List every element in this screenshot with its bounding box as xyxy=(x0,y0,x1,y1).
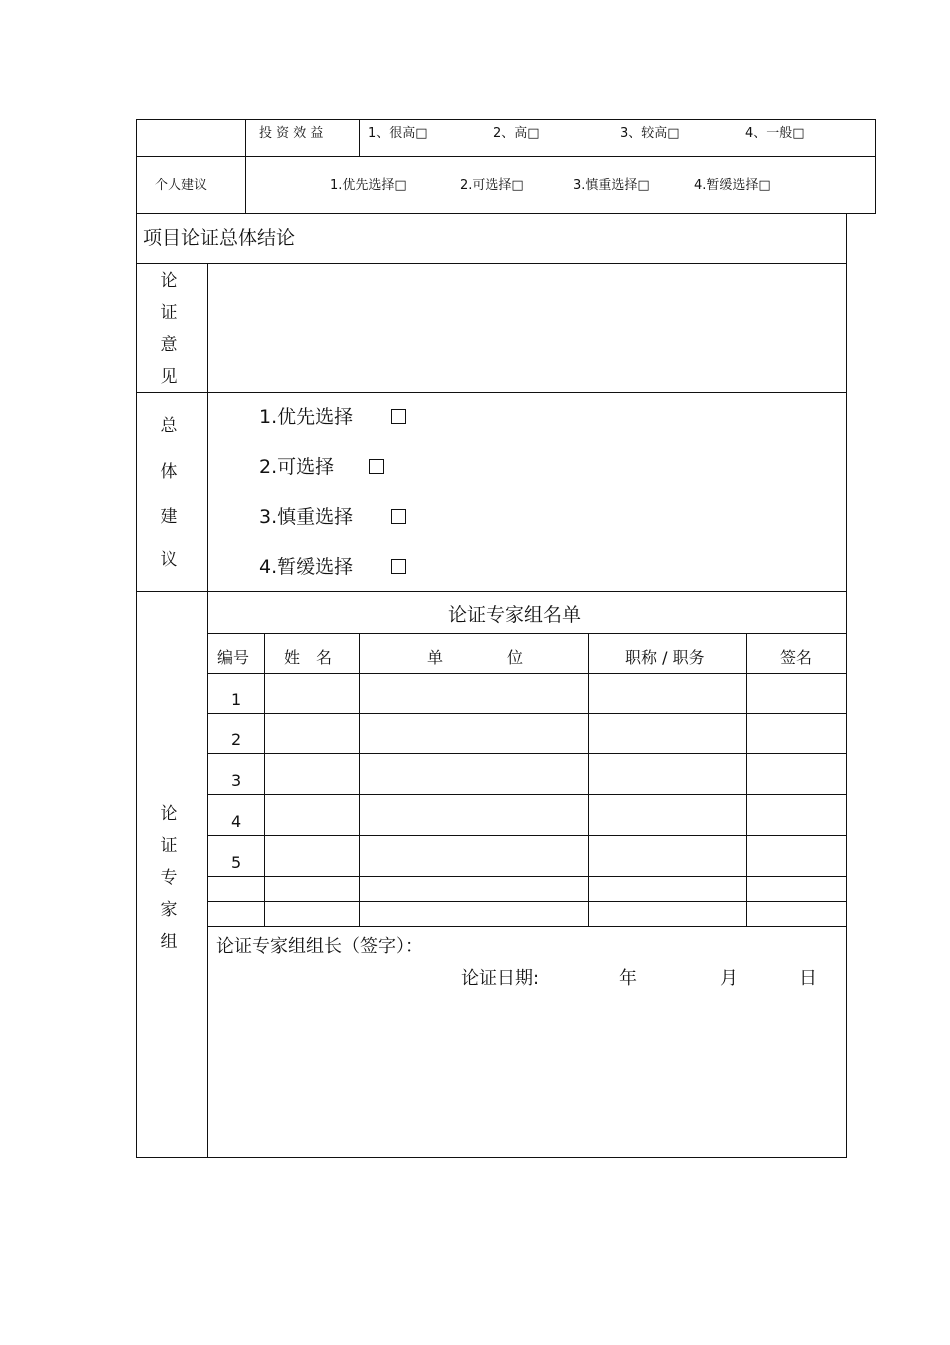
rule xyxy=(207,673,847,674)
suggestion-option-2: 2.可选择□ xyxy=(460,178,524,193)
col-header-name: 姓 名 xyxy=(284,648,333,667)
date-month: 月 xyxy=(720,968,738,989)
table-row-number: 1 xyxy=(231,690,242,709)
overall-label-char: 议 xyxy=(160,550,178,570)
rule xyxy=(588,633,589,927)
rule xyxy=(359,633,360,927)
table-row-number: 5 xyxy=(231,853,242,872)
date-year: 年 xyxy=(619,968,637,989)
opinion-label-char: 意 xyxy=(160,335,178,355)
rule xyxy=(207,794,847,795)
date-day: 日 xyxy=(799,968,817,989)
rule xyxy=(207,633,847,634)
expert-label-char: 组 xyxy=(160,932,178,952)
overall-option-1: 1.优先选择 xyxy=(259,406,354,428)
rule xyxy=(136,591,847,592)
expert-label-char: 专 xyxy=(160,868,178,888)
rule xyxy=(746,633,747,927)
col-header-number: 编号 xyxy=(217,648,250,667)
overall-checkbox-3[interactable] xyxy=(391,509,406,524)
expert-list-title: 论证专家组名单 xyxy=(448,604,582,626)
rule xyxy=(207,835,847,836)
rule xyxy=(136,1157,847,1158)
table-row-number: 4 xyxy=(231,812,242,831)
rule xyxy=(136,119,137,1158)
overall-label-char: 建 xyxy=(160,507,178,527)
col-header-unit: 单 位 xyxy=(427,648,524,667)
opinion-label-char: 证 xyxy=(160,303,178,323)
overall-checkbox-1[interactable] xyxy=(391,409,406,424)
investment-option-4: 4、一般□ xyxy=(745,126,805,141)
expert-label-char: 家 xyxy=(160,900,178,920)
rule xyxy=(207,876,847,877)
date-label: 论证日期: xyxy=(461,968,540,989)
rule xyxy=(207,263,208,1158)
suggestion-option-4: 4.暂缓选择□ xyxy=(694,178,771,193)
rule xyxy=(207,753,847,754)
overall-label-char: 体 xyxy=(160,462,178,482)
overall-checkbox-2[interactable] xyxy=(369,459,384,474)
suggestion-option-1: 1.优先选择□ xyxy=(330,178,407,193)
overall-option-4: 4.暂缓选择 xyxy=(259,556,354,578)
rule xyxy=(136,156,876,157)
investment-option-2: 2、高□ xyxy=(493,126,540,141)
overall-option-3: 3.慎重选择 xyxy=(259,506,354,528)
leader-signature-label: 论证专家组组长（签字）： xyxy=(216,936,423,957)
expert-label-char: 证 xyxy=(160,836,178,856)
rule xyxy=(264,633,265,927)
overall-checkbox-4[interactable] xyxy=(391,559,406,574)
rule xyxy=(875,119,876,214)
rule xyxy=(136,392,847,393)
rule xyxy=(207,926,847,927)
table-row-number: 3 xyxy=(231,771,242,790)
expert-label-char: 论 xyxy=(160,804,178,824)
opinion-label-char: 见 xyxy=(160,367,178,387)
rule xyxy=(136,119,876,120)
overall-label-char: 总 xyxy=(160,416,178,436)
opinion-label-char: 论 xyxy=(160,271,178,291)
investment-option-3: 3、较高□ xyxy=(620,126,680,141)
rule xyxy=(207,713,847,714)
overall-option-2: 2.可选择 xyxy=(259,456,335,478)
conclusion-title: 项目论证总体结论 xyxy=(143,227,296,249)
suggestion-option-3: 3.慎重选择□ xyxy=(573,178,650,193)
rule xyxy=(846,213,847,1158)
rule xyxy=(359,119,360,157)
personal-suggestion-label: 个人建议 xyxy=(155,178,208,193)
col-header-signature: 签名 xyxy=(780,648,813,667)
table-row-number: 2 xyxy=(231,730,242,749)
investment-benefit-label: 投 资 效 益 xyxy=(259,126,324,141)
rule xyxy=(245,119,246,214)
rule xyxy=(136,213,876,214)
opinion-content-area[interactable] xyxy=(208,264,846,392)
col-header-title: 职称 / 职务 xyxy=(625,648,705,667)
investment-option-1: 1、很高□ xyxy=(368,126,428,141)
rule xyxy=(207,901,847,902)
